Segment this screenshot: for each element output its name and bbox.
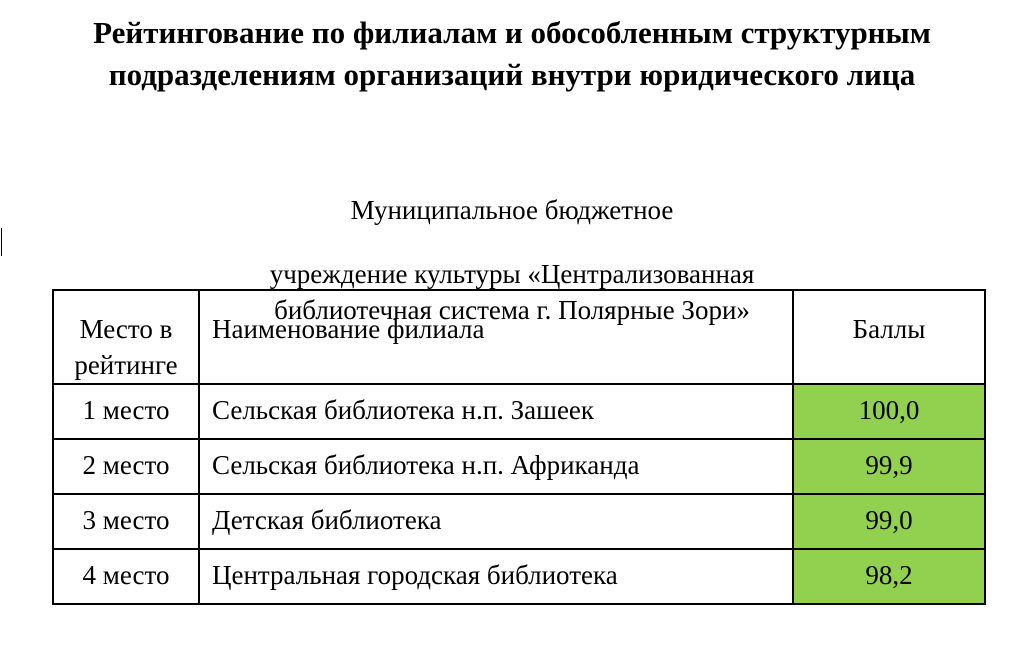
text-cursor (1, 228, 2, 256)
table-header-row (53, 290, 985, 384)
document-title-line-2: подразделениям организаций внутри юридического лица (108, 57, 916, 92)
organization-name-line-2: библиотечная система г. Полярные Зори» (274, 295, 750, 325)
row-branch-name: Сельская библиотека н.п. Африканда (199, 439, 793, 494)
header-score: Баллы (793, 290, 985, 384)
row-branch-name: Детская библиотека (199, 494, 793, 549)
row-place: 3 место (53, 494, 199, 549)
row-branch-name: Центральная городская библиотека (199, 549, 793, 604)
organization-name-line-1[interactable] (0, 192, 1024, 292)
header-place: Место в рейтинге (53, 290, 199, 384)
table-row (53, 549, 985, 604)
table-row (53, 439, 985, 494)
row-branch-name: Сельская библиотека н.п. Зашеек (199, 384, 793, 439)
row-score: 100,0 (793, 384, 985, 439)
header-branch-name: Наименование филиала (199, 290, 793, 384)
organization-name-part-1: Муниципальное бюджетное (350, 195, 674, 225)
row-place: 1 место (53, 384, 199, 439)
table-row (53, 494, 985, 549)
document-title-line-1: Рейтингование по филиалам и обособленным структурным (93, 15, 931, 50)
document-title (0, 12, 1024, 96)
row-place: 4 место (53, 549, 199, 604)
table-row (53, 384, 985, 439)
row-score: 98,2 (793, 549, 985, 604)
row-score: 99,0 (793, 494, 985, 549)
row-place: 2 место (53, 439, 199, 494)
rating-table (52, 289, 986, 605)
organization-name-part-2: учреждение культуры «Централизованная (269, 259, 755, 289)
row-score: 99,9 (793, 439, 985, 494)
